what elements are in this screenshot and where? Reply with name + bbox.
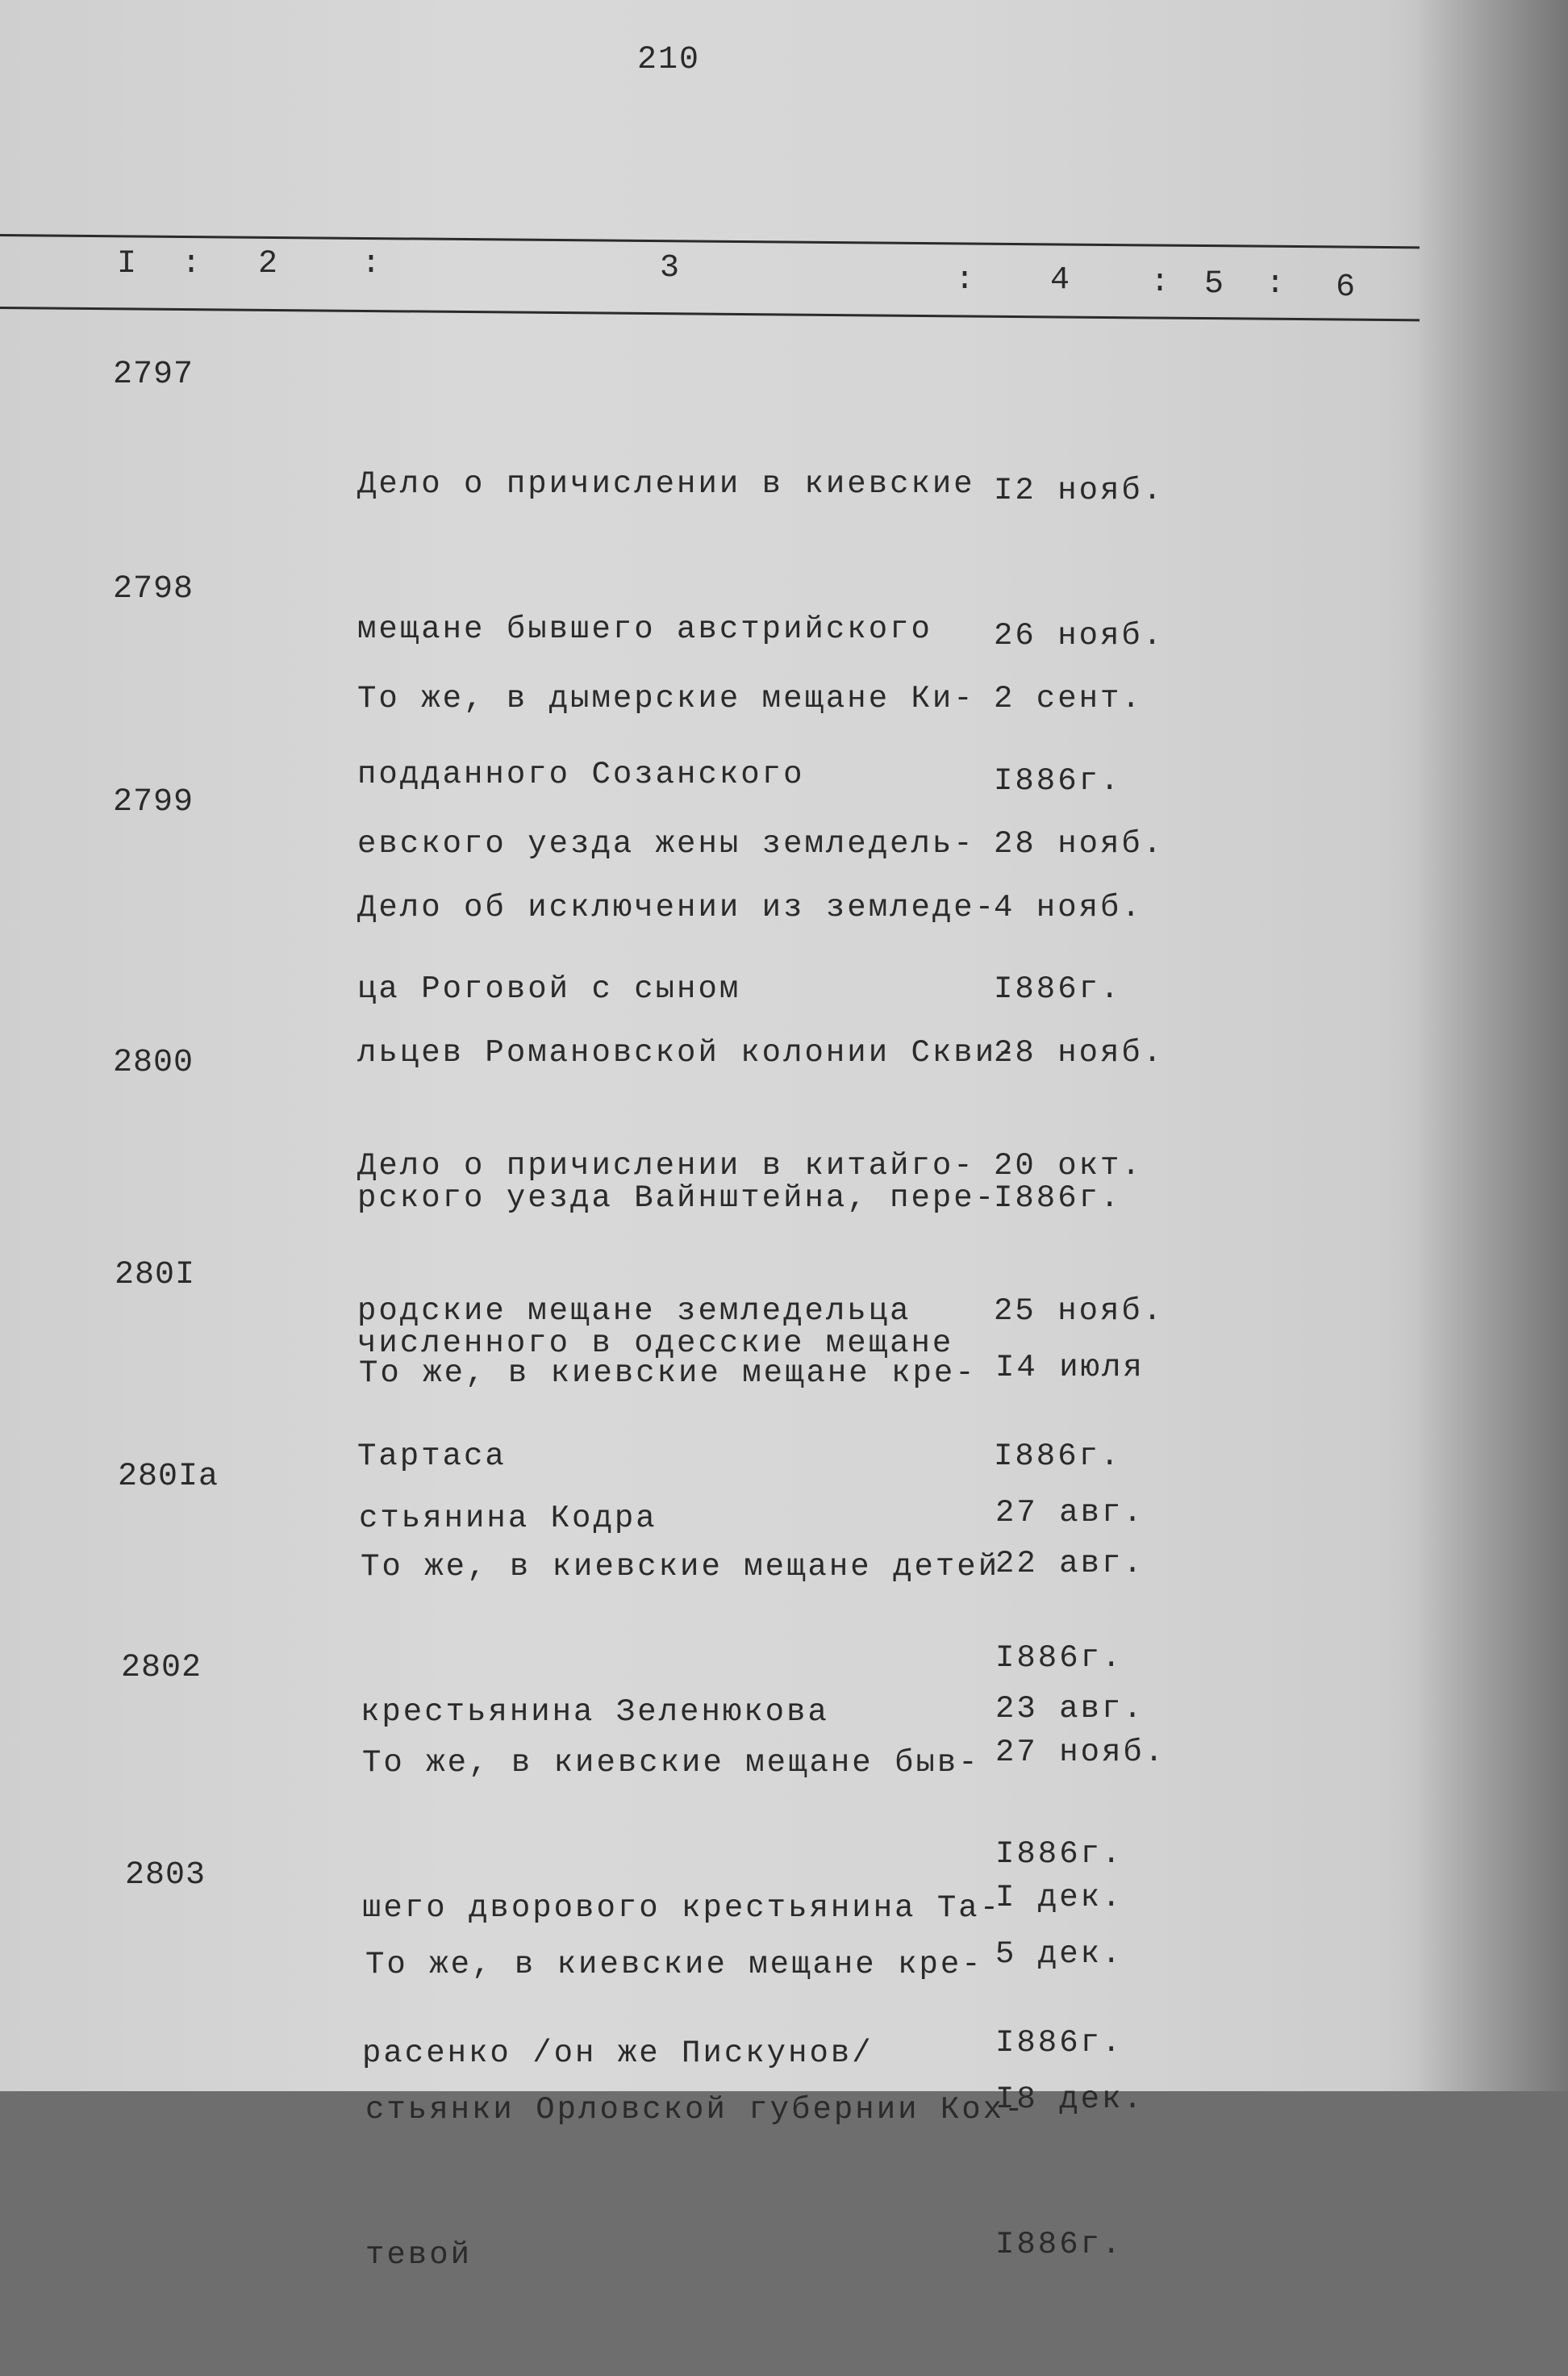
column-separator: : <box>361 246 382 282</box>
date-line: 20 окт. <box>994 1148 1143 1184</box>
date-line: 26 нояб. <box>994 618 1165 654</box>
description-line: То же, в киевские мещане детей <box>361 1549 1000 1585</box>
entry-number: 2799 <box>113 784 194 821</box>
description-line: расенко /он же Пискунов/ <box>362 2036 874 2071</box>
header-bottom-rule <box>0 307 1420 321</box>
description-line: То же, в дымерские мещане Ки- <box>357 681 975 716</box>
date-line: 28 нояб. <box>994 826 1165 862</box>
date-line: I886г. <box>995 2025 1124 2061</box>
description-line: ца Роговой с сыном <box>357 971 741 1007</box>
date-line: 5 дек. <box>995 1936 1124 1972</box>
date-line: I дек. <box>995 1880 1124 1915</box>
entry-number: 2800 <box>113 1045 194 1081</box>
column-header-1: I <box>117 246 137 282</box>
description-line: льцев Романовской колонии Скви- <box>357 1035 1018 1071</box>
column-separator: : <box>955 262 975 299</box>
date-line: I4 июля <box>995 1350 1145 1385</box>
date-line: I886г. <box>994 971 1122 1007</box>
description-line: евского уезда жены земледель- <box>357 826 975 862</box>
column-separator: : <box>1266 266 1286 303</box>
column-separator: : <box>181 246 202 282</box>
date-line: 25 нояб. <box>994 1293 1165 1329</box>
description-line: То же, в киевские мещане быв- <box>362 1745 980 1781</box>
description-line: То же, в киевские мещане кре- <box>359 1355 977 1391</box>
description-line: Тартаса <box>357 1439 507 1474</box>
date-line: I886г. <box>995 1640 1124 1676</box>
entry-number: 280Iа <box>118 1459 219 1495</box>
date-line: I886г. <box>994 1439 1122 1474</box>
header-top-rule <box>0 234 1420 248</box>
description-line: стьянина Кодра <box>359 1501 657 1536</box>
description-line: рского уезда Вайнштейна, пере- <box>357 1180 997 1216</box>
column-header-4: 4 <box>1050 262 1070 299</box>
date-line: 28 нояб. <box>994 1035 1165 1071</box>
date-line: 27 авг. <box>995 1495 1145 1530</box>
page-number: 210 <box>637 42 701 78</box>
description-line: крестьянина Зеленюкова <box>361 1694 829 1730</box>
description-line: мещане бывшего австрийского <box>357 612 932 647</box>
column-separator: : <box>1150 265 1170 301</box>
entry-number: 280I <box>115 1257 196 1293</box>
description-line: родские мещане земледельца <box>357 1293 911 1329</box>
column-header-3: 3 <box>660 250 680 286</box>
description-line: шего дворового крестьянина Та- <box>362 1890 1002 1926</box>
date-line: I886г. <box>994 1180 1122 1216</box>
entry-dates <box>995 1833 1145 2366</box>
description-line: тевой <box>365 2237 473 2273</box>
description-line: Дело о причислении в киевские <box>357 466 975 502</box>
date-line: 2 сент. <box>994 681 1143 716</box>
date-line: I8 дек. <box>995 2082 1145 2117</box>
date-line: I2 нояб. <box>994 473 1165 508</box>
column-header-6: 6 <box>1336 269 1356 306</box>
column-header-5: 5 <box>1204 266 1224 303</box>
date-line: 4 нояб. <box>994 890 1143 925</box>
date-line: 23 авг. <box>995 1691 1145 1727</box>
description-line: подданного Созанского <box>357 757 805 792</box>
entry-number: 2803 <box>125 1857 206 1894</box>
description-line: стьянки Орловской губернии Кох- <box>365 2092 1026 2128</box>
entry-number: 2797 <box>113 357 194 393</box>
date-line: I886г. <box>995 2227 1124 2262</box>
description-line: Дело о причислении в китайго- <box>357 1148 975 1184</box>
entry-number: 2802 <box>121 1650 202 1686</box>
entry-number: 2798 <box>113 571 194 608</box>
date-line: I886г. <box>995 1836 1124 1872</box>
date-line: 22 авг. <box>995 1546 1145 1581</box>
description-line: То же, в киевские мещане кре- <box>365 1947 983 1982</box>
description-line: численного в одесские мещане <box>357 1326 954 1361</box>
column-header-2: 2 <box>258 246 278 282</box>
entry-description <box>365 1844 1026 2376</box>
date-line: 27 нояб. <box>995 1735 1166 1770</box>
description-line: Дело об исключении из земледе- <box>357 890 997 925</box>
date-line: I886г. <box>994 763 1122 799</box>
